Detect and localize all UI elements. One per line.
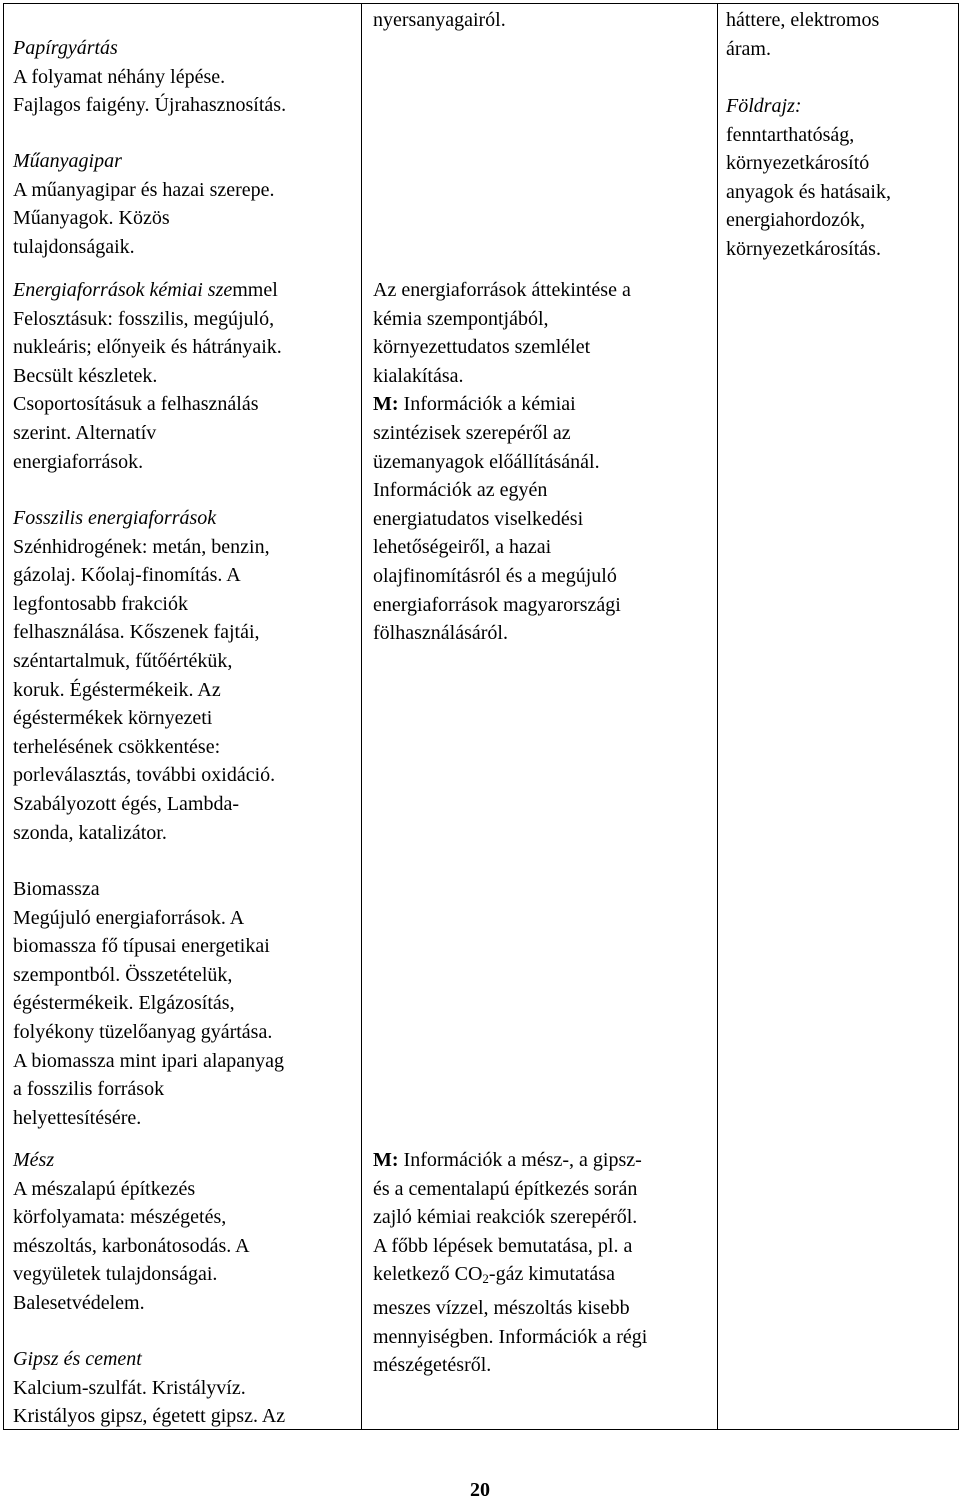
text-line: mennyiségben. Információk a régi [373, 1325, 648, 1348]
text-line: szintézisek szerepéről az [373, 421, 571, 444]
section-papirgyartas [4, 34, 361, 120]
text-line: vegyületek tulajdonságai. [13, 1263, 218, 1286]
text-line: nyersanyagairól. [373, 9, 506, 31]
text-line: folyékony tüzelőanyag gyártása. [13, 1020, 273, 1043]
text-line: mészégetésről. [373, 1354, 492, 1377]
text-line: szerint. Alternatív [13, 421, 157, 444]
text-line: Szénhidrogének: metán, benzin, [13, 535, 270, 558]
foldrajz-connections [718, 92, 958, 264]
text-line: és a cementalapú építkezés során [373, 1177, 638, 1200]
text-line: áram. [726, 37, 771, 60]
subject-label: Földrajz: [726, 95, 802, 117]
m-label: M: [373, 1149, 399, 1171]
page-number: 20 [470, 1479, 490, 1501]
section-muanyagipar [4, 147, 361, 261]
text-line: a fosszilis források [13, 1078, 165, 1101]
text-line: energiahordozók, [726, 209, 866, 232]
text-line: Kristályos gipsz, égetett gipsz. Az [13, 1405, 286, 1428]
text-line: körfolyamata: mészégetés, [13, 1206, 227, 1229]
text-line: energiaforrások magyarországi [373, 593, 621, 616]
section-heading: Mész [13, 1149, 55, 1171]
text-line: háttere, elektromos [726, 9, 880, 31]
mesz-activities [362, 1146, 717, 1380]
text-line: terhelésének csökkentése: [13, 735, 221, 758]
text-line: szonda, katalizátor. [13, 821, 167, 844]
text-line: fenntarthatóság, [726, 123, 855, 146]
section-heading: Gipsz és cement [13, 1348, 142, 1370]
m-label: M: [373, 393, 399, 416]
text-line: Balesetvédelem. [13, 1291, 145, 1314]
text-line: helyettesítésére. [13, 1106, 142, 1129]
text-line: legfontosabb frakciók [13, 592, 188, 615]
text-line: Kalcium-szulfát. Kristályvíz. [13, 1376, 246, 1399]
section-heading: Biomassza [13, 878, 100, 900]
text-line: kémia szempontjából, [373, 307, 549, 330]
text-line: környezetkárosító [726, 152, 870, 175]
text-line: A biomassza mint ipari alapanyag [13, 1049, 285, 1072]
text-line: Felosztásuk: fosszilis, megújuló, [13, 307, 275, 330]
section-heading: Energiaforrások kémiai szemmel [13, 279, 278, 301]
section-energiaforrasok [4, 276, 361, 476]
text-line: koruk. Égéstermékeik. Az [13, 678, 221, 701]
text-line: A műanyagipar és hazai szerepe. [13, 178, 275, 201]
text-line: környezettudatos szemlélet [373, 336, 591, 359]
text-line: gázolaj. Kőolaj-finomítás. A [13, 564, 241, 587]
text-line: Információk az egyén [373, 479, 548, 502]
text-line: mészoltás, karbonátosodás. A [13, 1234, 250, 1257]
text-line: meszes vízzel, mészoltás kisebb [373, 1296, 630, 1319]
text-line: anyagok és hatásaik, [726, 180, 891, 203]
continuation-text [718, 6, 958, 63]
text-line: M: Információk a mész-, a gipsz- [373, 1149, 642, 1171]
section-fosszilis [4, 504, 361, 847]
continuation-text [362, 6, 717, 35]
text-line: biomassza fő típusai energetikai [13, 935, 270, 958]
text-line: Becsült készletek. [13, 364, 158, 387]
text-line: szempontból. Összetételük, [13, 963, 233, 986]
text-line: lehetőségeiről, a hazai [373, 536, 552, 559]
text-line: égéstermékeik. Elgázosítás, [13, 992, 235, 1015]
section-heading: Fosszilis energiaforrások [13, 507, 217, 529]
text-line: keletkező $CO_2$-gáz kimutatása [373, 1263, 615, 1287]
text-line: A főbb lépések bemutatása, pl. a [373, 1234, 633, 1257]
text-line: Műanyagok. Közös [13, 207, 170, 230]
text-line: széntartalmuk, fűtőértékük, [13, 649, 233, 672]
text-line: Szabályozott égés, Lambda- [13, 792, 240, 815]
text-line: környezetkárosítás. [726, 237, 881, 260]
connections-column [718, 4, 959, 1430]
text-line: kialakítása. [373, 364, 464, 387]
text-line: porleválasztás, további oxidáció. [13, 764, 276, 787]
section-gipsz-cement [4, 1345, 361, 1431]
text-line: fölhasználásáról. [373, 622, 508, 645]
text-line: Az energiaforrások áttekintése a [373, 279, 631, 301]
text-line: M: Információk a kémiai [373, 393, 576, 416]
text-line: nukleáris; előnyeik és hátrányaik. [13, 336, 282, 359]
topic-column [4, 4, 362, 1430]
text-line: energiatudatos viselkedési [373, 507, 584, 530]
text-line: Megújuló energiaforrások. A [13, 906, 245, 929]
section-heading: Műanyagipar [13, 150, 122, 172]
section-mesz [4, 1146, 361, 1318]
text-line: égéstermékek környezeti [13, 707, 213, 730]
subscript: 2 [482, 1271, 489, 1287]
text-line: Csoportosításuk a felhasználás [13, 393, 259, 416]
text-line: A folyamat néhány lépése. [13, 65, 226, 88]
activity-column [362, 4, 718, 1430]
section-heading: Papírgyártás [13, 37, 118, 59]
text-line: olajfinomításról és a megújuló [373, 564, 617, 587]
text-line: A mészalapú építkezés [13, 1177, 196, 1200]
text-line: Fajlagos faigény. Újrahasznosítás. [13, 94, 287, 117]
curriculum-table [3, 3, 959, 1430]
text-line: zajló kémiai reakciók szerepéről. [373, 1206, 638, 1229]
section-biomassza [4, 875, 361, 1132]
text-line: felhasználása. Kőszenek fajtái, [13, 621, 260, 644]
energia-activities [362, 276, 717, 648]
text-line: tulajdonságaik. [13, 235, 135, 258]
text-line: üzemanyagok előállításánál. [373, 450, 600, 473]
text-line: energiaforrások. [13, 450, 144, 473]
